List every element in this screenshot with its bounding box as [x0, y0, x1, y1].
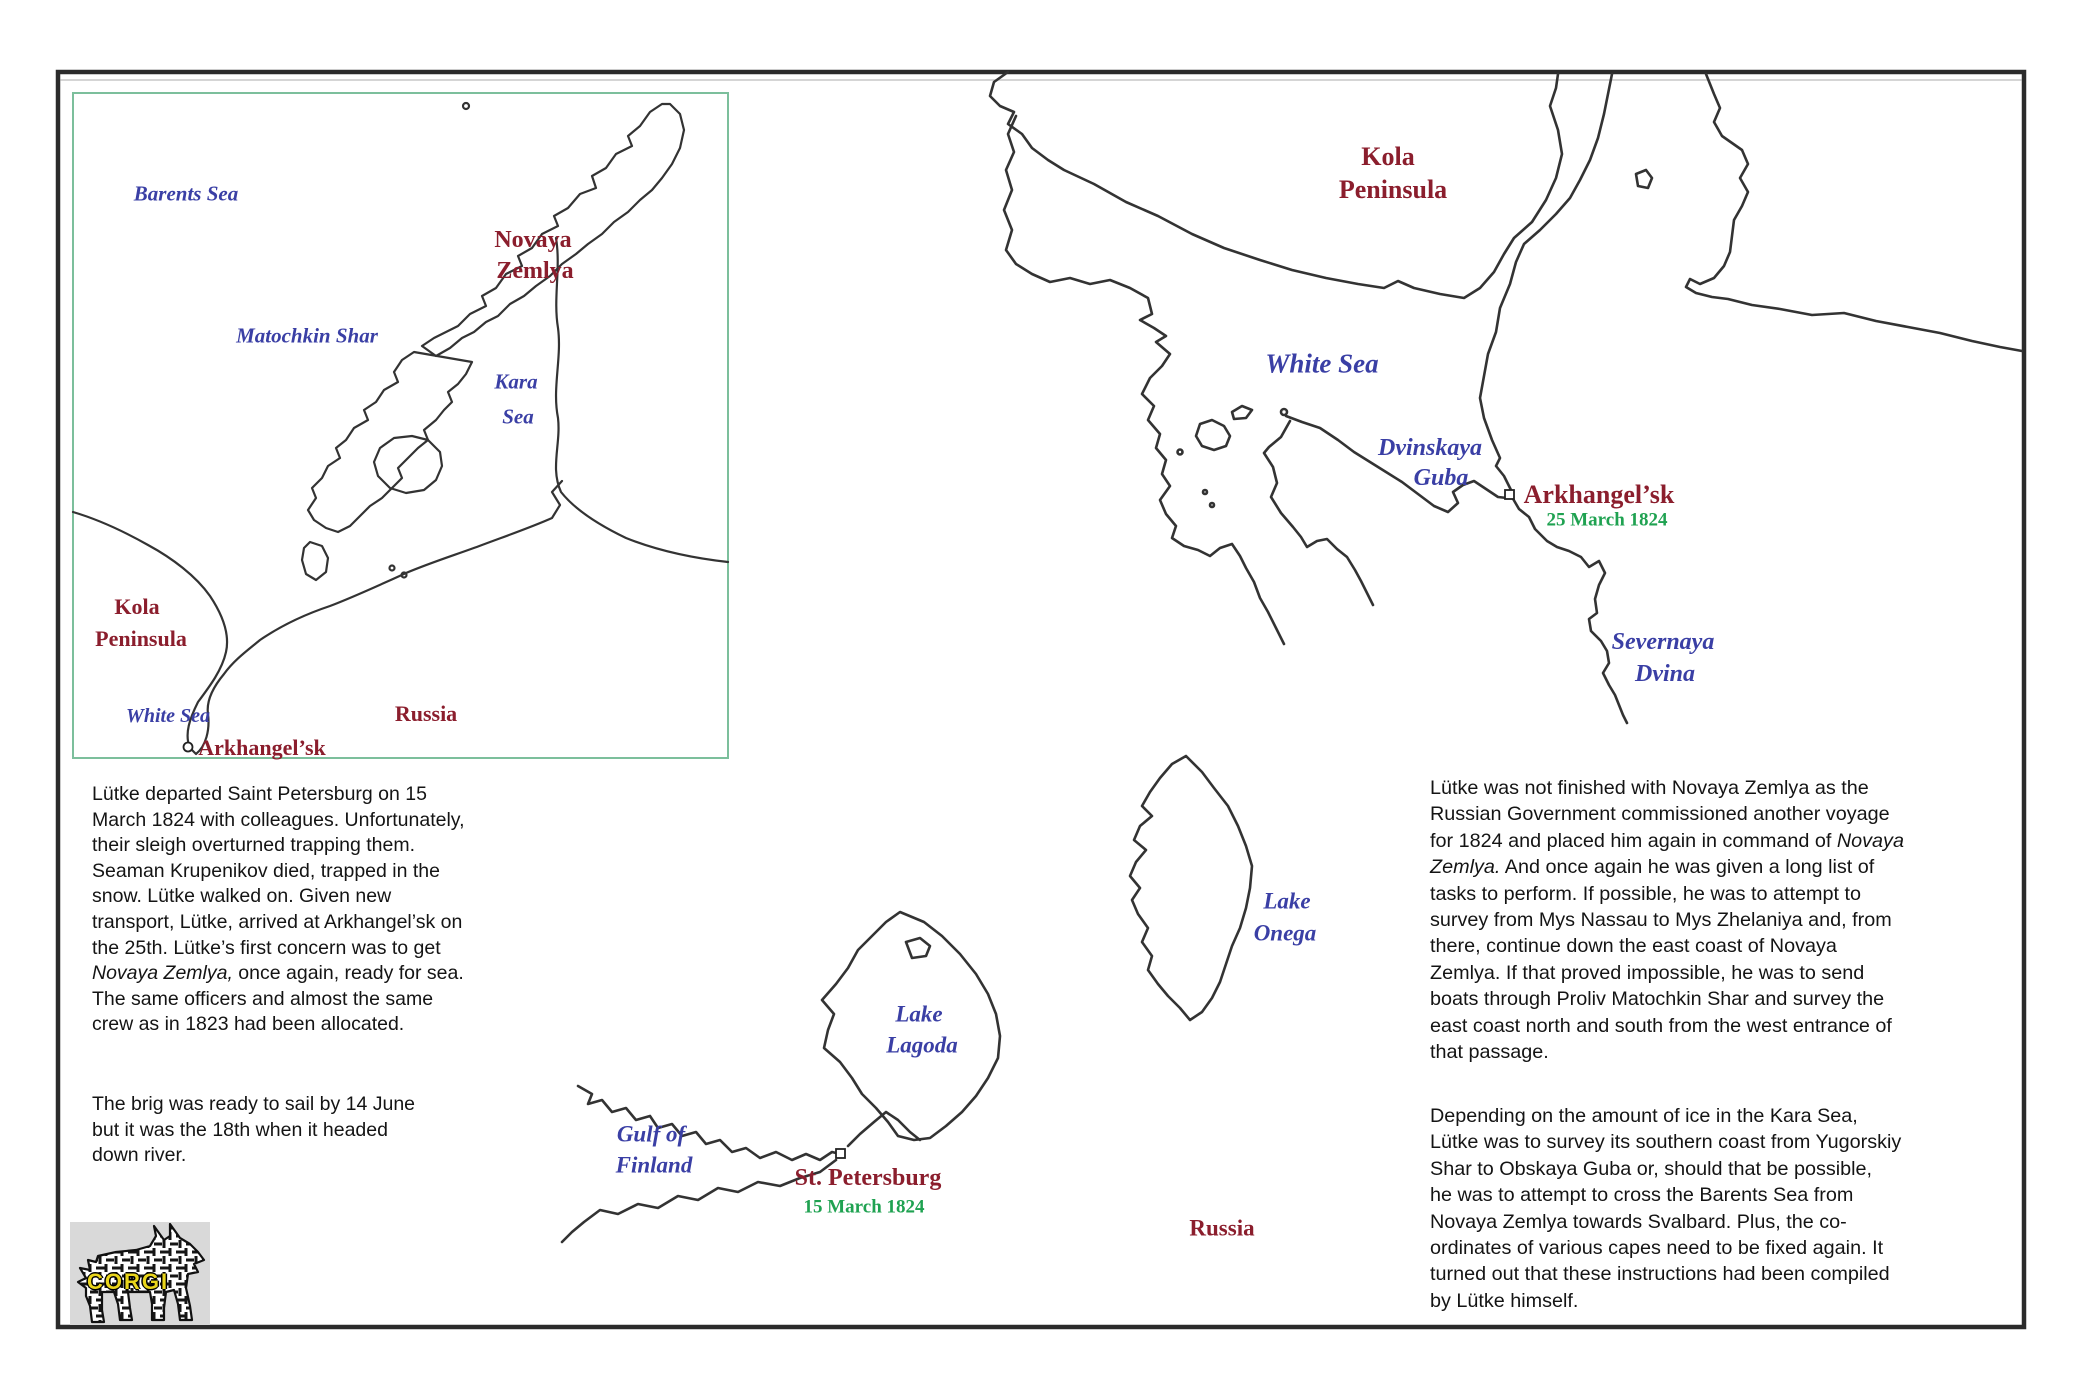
inset-label-kara-line2: Sea — [502, 404, 534, 429]
left-text-paragraph-2 — [92, 1092, 572, 1169]
main-label-kola-line2: Peninsula — [1338, 175, 1448, 204]
main-kola-west-coast — [1004, 116, 1284, 644]
text-line: he was to attempt to cross the Barents Sea from — [1430, 1184, 1854, 1207]
inset-label-arkhangelsk: Arkhangel’sk — [198, 735, 326, 760]
text-line: The same officers and almost the same — [92, 987, 434, 1010]
text-line — [92, 961, 572, 987]
south-label-stpetersburg-date: 15 March 1824 — [803, 1196, 925, 1218]
inset-label-white-sea: White Sea — [126, 705, 210, 727]
text-line: Novaya Zemlya towards Svalbard. Plus, the co- — [1430, 1210, 1847, 1233]
main-onega-peninsula-coast — [1264, 421, 1373, 605]
south-label-onega-line2: Onega — [1253, 920, 1317, 946]
italic-fragment: Novaya — [1836, 829, 1904, 852]
text-line — [1430, 854, 2010, 880]
south-label-onega-line1: Lake — [1263, 888, 1311, 914]
text-line: east coast north and south from the west entrance of — [1430, 1014, 1892, 1037]
left-text-paragraph-1 — [92, 782, 572, 1038]
inset-label-russia: Russia — [394, 701, 458, 726]
main-islet-3 — [1210, 503, 1214, 507]
text-line: March 1824 with colleagues. Unfortunately, — [92, 808, 465, 831]
text-line: but it was the 18th when it headed — [92, 1118, 388, 1141]
text-fragment: And once again he was given a long list of — [1500, 856, 1875, 879]
text-line: survey from Mys Nassau to Mys Zhelaniya and, from — [1430, 909, 1892, 932]
text-line: Shar to Obskaya Guba or, should that be possible, — [1430, 1157, 1873, 1180]
text-fragment: for 1824 and placed him again in command of — [1430, 829, 1837, 852]
main-islet-1 — [1178, 450, 1183, 455]
south-label-stpetersburg: St. Petersburg — [794, 1165, 942, 1191]
south-lake-onega — [1130, 756, 1252, 1020]
italic-fragment: Novaya Zemlya, — [92, 962, 233, 985]
italic-fragment: Zemlya. — [1430, 856, 1501, 879]
inset-morzhovets-island — [302, 542, 328, 580]
main-label-severnaya-line2: Dvina — [1635, 661, 1695, 687]
main-solovetsky-island — [1196, 420, 1230, 450]
text-line: Depending on the amount of ice in the Kara Sea, — [1430, 1105, 1858, 1127]
inset-label-kola-line2: Peninsula — [95, 626, 187, 651]
inset-islet-1 — [390, 566, 395, 571]
text-line: that passage. — [1430, 1041, 1549, 1064]
main-label-arkhangelsk: Arkhangel’sk — [1523, 480, 1675, 509]
main-label-dvinskaya-line2: Guba — [1413, 465, 1469, 491]
south-label-gulf-line1: Gulf of — [616, 1121, 686, 1147]
inset-label-barents-sea: Barents Sea — [133, 181, 239, 206]
text-line: ordinates of various capes need to be fixed again. It — [1430, 1237, 1884, 1260]
south-label-lagoda-line2: Lagoda — [886, 1032, 958, 1058]
main-islet-2 — [1203, 490, 1207, 494]
inset-islet-3 — [463, 103, 469, 109]
main-label-kola-line1: Kola — [1361, 142, 1415, 171]
text-line: the 25th. Lütke’s first concern was to get — [92, 936, 441, 959]
text-line: tasks to perform. If possible, he was to attempt to — [1430, 882, 1861, 905]
inset-label-kara-line1: Kara — [494, 369, 538, 394]
text-line — [1430, 828, 2010, 854]
text-line: by Lütke himself. — [1430, 1289, 1579, 1312]
text-line: turned out that these instructions had been compiled — [1430, 1263, 1890, 1286]
main-kanin-coast — [1686, 74, 2022, 351]
main-label-white-sea: White Sea — [1265, 348, 1379, 379]
inset-kara-coast — [556, 238, 728, 562]
corgi-logo-text: CORGI — [86, 1269, 170, 1294]
inset-arkhangelsk-marker — [184, 743, 193, 752]
south-label-lagoda-line1: Lake — [895, 1001, 943, 1027]
text-line: boats through Proliv Matochkin Shar and survey the — [1430, 988, 1885, 1011]
main-label-dvinskaya-line1: Dvinskaya — [1378, 435, 1482, 461]
south-label-russia: Russia — [1189, 1215, 1255, 1241]
main-severnaya-dvina-river — [1512, 497, 1627, 723]
main-label-severnaya-line1: Severnaya — [1611, 629, 1715, 655]
inset-label-novaya-line1: Novaya — [494, 227, 572, 253]
text-line: Lütke was to survey its southern coast from Yugorskiy — [1430, 1131, 1902, 1154]
stpetersburg-marker — [836, 1149, 845, 1158]
inset-label-kola-line1: Kola — [114, 594, 160, 619]
main-label-arkhangelsk-date: 25 March 1824 — [1546, 509, 1668, 531]
inset-label-novaya-line2: Zemlya — [496, 258, 574, 284]
inset-kolguyev-island — [374, 436, 442, 493]
main-island-small — [1636, 170, 1652, 188]
right-text-paragraph-2 — [1430, 1103, 2010, 1314]
text-line: down river. — [92, 1144, 187, 1167]
text-line: crew as in 1823 had been allocated. — [92, 1013, 405, 1036]
text-line: The brig was ready to sail by 14 June — [92, 1093, 416, 1115]
inset-label-matochkin-shar: Matochkin Shar — [236, 323, 378, 348]
text-line: Zemlya. If that proved impossible, he was to send — [1430, 961, 1865, 984]
text-line: Russian Government commissioned another voyage — [1430, 803, 1890, 826]
text-line: Seaman Krupenikov died, trapped in the — [92, 859, 440, 882]
main-crescent-islet — [1232, 406, 1252, 419]
text-fragment: once again, ready for sea. — [232, 962, 464, 985]
main-kola-north-coast — [990, 72, 1562, 298]
main-gorlo-east-coast — [1480, 74, 1612, 494]
text-line: Lütke was not finished with Novaya Zemlya as the — [1430, 777, 1869, 799]
main-islet-4 — [1281, 409, 1287, 415]
text-line: there, continue down the east coast of Novaya — [1430, 935, 1837, 958]
south-lagoda-island — [906, 938, 930, 958]
main-dvinskaya-south-coast — [1286, 416, 1507, 512]
text-line: Lütke departed Saint Petersburg on 15 — [92, 783, 427, 805]
right-text-paragraph-1 — [1430, 775, 2010, 1065]
text-line: transport, Lütke, arrived at Arkhangel’sk on — [92, 910, 463, 933]
main-arkhangelsk-marker — [1505, 490, 1514, 499]
text-line: snow. Lütke walked on. Given new — [92, 885, 392, 908]
text-line: their sleigh overturned trapping them. — [92, 834, 416, 857]
south-label-gulf-line2: Finland — [615, 1152, 693, 1178]
